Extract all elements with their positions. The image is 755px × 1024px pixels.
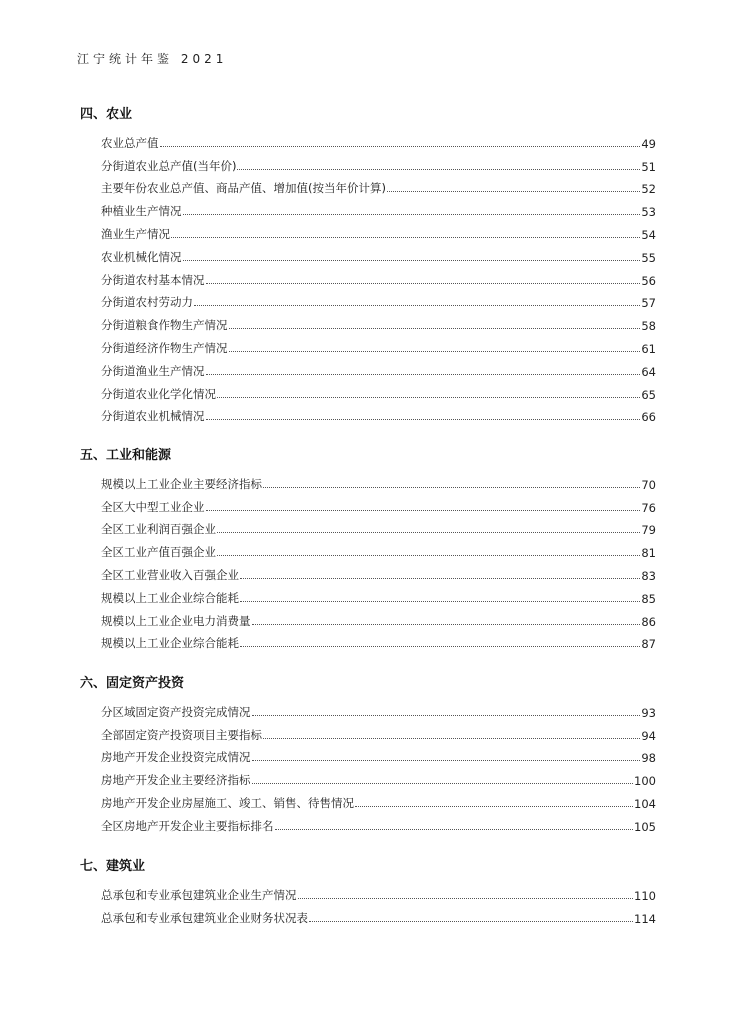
entry-title: 种植业生产情况 <box>101 204 182 219</box>
section-fixed-asset-investment <box>80 674 656 834</box>
dot-leader <box>206 419 641 420</box>
entry-page: 70 <box>641 477 656 492</box>
dot-leader <box>252 715 641 716</box>
dot-leader <box>229 328 641 329</box>
entry-page: 81 <box>641 546 656 561</box>
section-agriculture <box>80 105 656 424</box>
entry-title: 渔业生产情况 <box>101 226 170 241</box>
entry-title: 规模以上工业企业综合能耗 <box>101 590 239 605</box>
dot-leader <box>183 214 641 215</box>
entry-title: 分街道粮食作物生产情况 <box>101 318 228 333</box>
entry-page: 76 <box>641 500 656 515</box>
entry-page: 56 <box>641 273 656 288</box>
toc-entry[interactable] <box>80 880 656 903</box>
toc-entry[interactable] <box>80 265 656 288</box>
toc-entry[interactable] <box>80 811 656 834</box>
entry-page: 104 <box>634 796 656 811</box>
entry-page: 61 <box>641 341 656 356</box>
toc-entry[interactable] <box>80 356 656 379</box>
entry-title: 分街道农村基本情况 <box>101 272 205 287</box>
toc-entry[interactable] <box>80 310 656 333</box>
entry-title: 总承包和专业承包建筑业企业财务状况表 <box>101 910 308 925</box>
entry-title: 房地产开发企业房屋施工、竣工、销售、待售情况 <box>101 795 354 810</box>
dot-leader <box>160 146 641 147</box>
toc-entry[interactable] <box>80 242 656 265</box>
section-title: 四、农业 <box>80 107 133 122</box>
dot-leader <box>217 555 640 556</box>
dot-leader <box>252 783 634 784</box>
entry-title: 分街道农业机械情况 <box>101 409 205 424</box>
toc-entry[interactable] <box>80 697 656 720</box>
entry-page: 83 <box>641 568 656 583</box>
toc-entry[interactable] <box>80 583 656 606</box>
entry-page: 85 <box>641 591 656 606</box>
entry-page: 65 <box>641 387 656 402</box>
entry-title: 分区域固定资产投资完成情况 <box>101 704 251 719</box>
entry-page: 114 <box>634 911 656 926</box>
entry-title: 全部固定资产投资项目主要指标 <box>101 727 262 742</box>
toc-entry[interactable] <box>80 788 656 811</box>
entry-title: 分街道农业化学化情况 <box>101 386 216 401</box>
dot-leader <box>240 601 640 602</box>
entry-page: 51 <box>641 159 656 174</box>
entry-page: 79 <box>641 523 656 538</box>
entry-page: 53 <box>641 205 656 220</box>
entry-title: 全区工业利润百强企业 <box>101 522 216 537</box>
entry-title: 房地产开发企业主要经济指标 <box>101 773 251 788</box>
toc-entry[interactable] <box>80 720 656 743</box>
toc-entry[interactable] <box>80 765 656 788</box>
entry-title: 农业总产值 <box>101 135 159 150</box>
entry-page: 55 <box>641 250 656 265</box>
section-title: 七、建筑业 <box>80 859 146 874</box>
entry-title: 分街道农村劳动力 <box>101 295 193 310</box>
dot-leader <box>240 646 640 647</box>
toc-entry[interactable] <box>80 606 656 629</box>
entry-page: 93 <box>641 705 656 720</box>
entry-page: 100 <box>634 774 656 789</box>
toc-entry[interactable] <box>80 219 656 242</box>
toc-entry[interactable] <box>80 333 656 356</box>
dot-leader <box>298 898 634 899</box>
toc-entry[interactable] <box>80 903 656 926</box>
entry-title: 农业机械化情况 <box>101 249 182 264</box>
dot-leader <box>194 305 640 306</box>
page-header: 江宁统计年鉴 2021 <box>77 52 228 66</box>
dot-leader <box>252 624 641 625</box>
entry-page: 87 <box>641 637 656 652</box>
dot-leader <box>183 260 641 261</box>
entry-page: 98 <box>641 751 656 766</box>
entry-page: 58 <box>641 319 656 334</box>
entry-title: 规模以上工业企业电力消费量 <box>101 613 251 628</box>
entry-title: 分街道经济作物生产情况 <box>101 340 228 355</box>
dot-leader <box>206 283 641 284</box>
toc-entry[interactable] <box>80 402 656 425</box>
entry-page: 49 <box>641 136 656 151</box>
entry-page: 86 <box>641 614 656 629</box>
toc-entry[interactable] <box>80 515 656 538</box>
dot-leader <box>240 578 640 579</box>
entry-title: 规模以上工业企业综合能耗 <box>101 636 239 651</box>
dot-leader <box>217 397 640 398</box>
entry-page: 66 <box>641 410 656 425</box>
toc-entry[interactable] <box>80 128 656 151</box>
entry-page: 105 <box>634 819 656 834</box>
entry-page: 52 <box>641 182 656 197</box>
dot-leader <box>217 532 640 533</box>
entry-page: 54 <box>641 227 656 242</box>
toc-entry[interactable] <box>80 469 656 492</box>
dot-leader <box>237 169 640 170</box>
entry-title: 全区房地产开发企业主要指标排名 <box>101 818 274 833</box>
toc-entry[interactable] <box>80 379 656 402</box>
toc-entry[interactable] <box>80 196 656 219</box>
dot-leader <box>275 829 634 830</box>
entry-title: 主要年份农业总产值、商品产值、增加值(按当年价计算) <box>101 181 386 196</box>
entry-title: 全区大中型工业企业 <box>101 499 205 514</box>
dot-leader <box>263 738 640 739</box>
section-title: 五、工业和能源 <box>80 448 172 463</box>
section-industry-energy <box>80 446 656 651</box>
dot-leader <box>206 510 641 511</box>
entry-title: 总承包和专业承包建筑业企业生产情况 <box>101 887 297 902</box>
toc-entry[interactable] <box>80 537 656 560</box>
entry-page: 110 <box>634 888 656 903</box>
dot-leader <box>355 806 633 807</box>
toc-entry[interactable] <box>80 743 656 766</box>
section-construction <box>80 857 656 926</box>
section-title: 六、固定资产投资 <box>80 676 185 691</box>
dot-leader <box>252 760 641 761</box>
toc-entry[interactable] <box>80 288 656 311</box>
toc-entry[interactable] <box>80 174 656 197</box>
entry-title: 房地产开发企业投资完成情况 <box>101 750 251 765</box>
dot-leader <box>229 351 641 352</box>
entry-title: 分街道渔业生产情况 <box>101 363 205 378</box>
toc-entry[interactable] <box>80 560 656 583</box>
entry-title: 全区工业营业收入百强企业 <box>101 567 239 582</box>
entry-page: 94 <box>641 728 656 743</box>
dot-leader <box>309 921 633 922</box>
dot-leader <box>263 487 640 488</box>
toc-entry[interactable] <box>80 151 656 174</box>
entry-title: 分街道农业总产值(当年价) <box>101 158 237 173</box>
dot-leader <box>387 191 640 192</box>
entry-title: 规模以上工业企业主要经济指标 <box>101 476 262 491</box>
toc-entry[interactable] <box>80 492 656 515</box>
toc-entry[interactable] <box>80 629 656 652</box>
entry-title: 全区工业产值百强企业 <box>101 545 216 560</box>
entry-page: 64 <box>641 364 656 379</box>
entry-page: 57 <box>641 296 656 311</box>
dot-leader <box>171 237 640 238</box>
dot-leader <box>206 374 641 375</box>
